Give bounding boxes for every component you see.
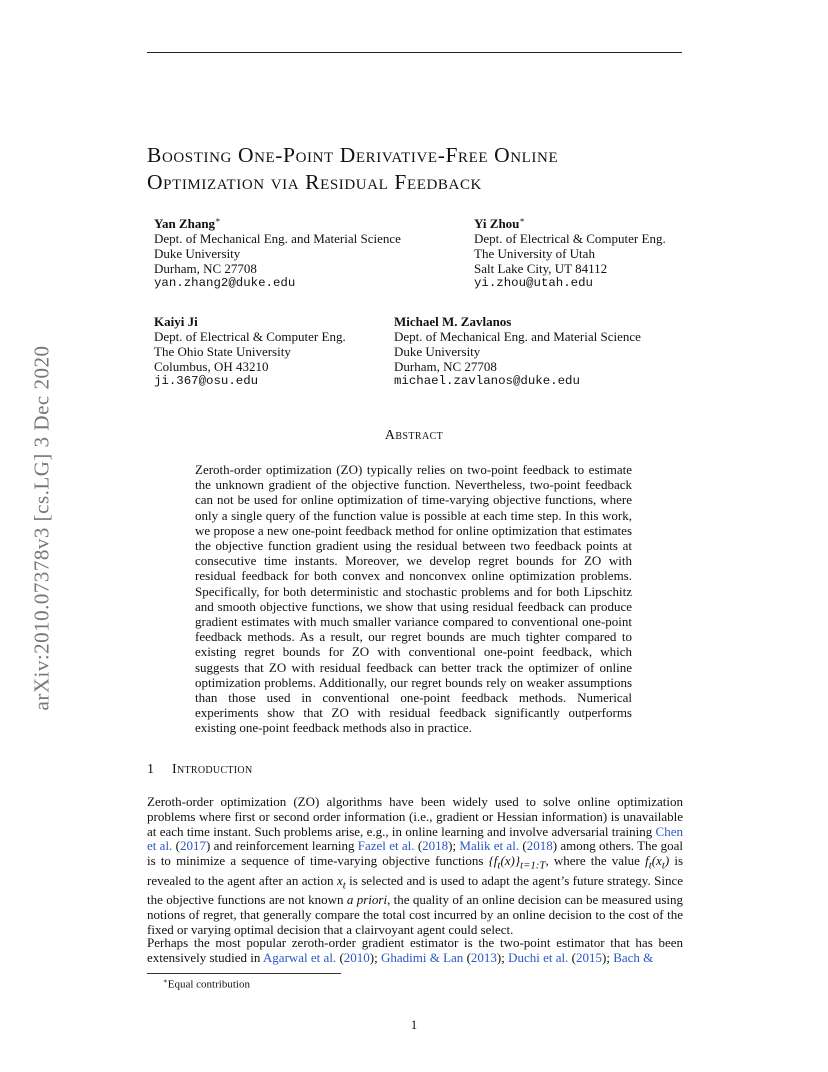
citation-link[interactable]: 2018 bbox=[422, 838, 449, 854]
author-affiliation: Dept. of Electrical & Computer Eng. bbox=[154, 329, 346, 344]
citation-link[interactable]: Agarwal et al. bbox=[262, 949, 337, 965]
intro-paragraph-1: Zeroth-order optimization (ZO) algorithms have been widely used to solve online optimization problems where first or second order information (i.e., gradient or Hessian information) is unavailable at each time instant. Such problems arise, e.g., in online learning and involve adversarial training Chen et al. (2017) and reinforcement learning Fazel et al. (2018); Malik et al. (2018) among others. The goal is to minimize a sequence of time-varying objective functions $\{f_t(x)\}_{t=1:T}$, where the value $f_t(x_t)$ is revealed to the agent after an action $x_t$ is selected and is used to adapt the agent’s future strategy. Since the objective functions are not known a priori, the quality of an online decision can be measured using notions of regret, that generally compare the total cost incurred by an online decision to the cost of the fixed or varying optimal decision that a clairvoyant agent could select. bbox=[147, 794, 684, 937]
author-affiliation: Dept. of Mechanical Eng. and Material Science bbox=[394, 329, 641, 344]
abstract-heading: Abstract bbox=[384, 428, 444, 443]
citation-link[interactable]: 2015 bbox=[576, 949, 602, 965]
math-xt: $x_t$ bbox=[336, 872, 346, 892]
author-institution: Duke University bbox=[154, 246, 241, 261]
footnote-rule bbox=[147, 973, 341, 974]
author-email[interactable]: michael.zavlanos@duke.edu bbox=[394, 374, 580, 388]
section-heading bbox=[147, 762, 252, 778]
citation-link[interactable]: 2018 bbox=[526, 838, 553, 854]
author-block-ji bbox=[154, 314, 346, 389]
title-line-2: Optimization via Residual Feedback bbox=[147, 170, 482, 194]
author-affiliation: Dept. of Mechanical Eng. and Material Science bbox=[154, 231, 401, 246]
section-number: 1 bbox=[147, 762, 155, 777]
citation-link[interactable]: 2013 bbox=[470, 949, 497, 965]
section-title: Introduction bbox=[172, 762, 253, 777]
author-name: Yan Zhang bbox=[154, 216, 216, 231]
emphasis-a-priori: a priori bbox=[346, 891, 388, 907]
footnote-text: Equal contribution bbox=[167, 978, 250, 991]
citation-link[interactable]: Duchi et al. bbox=[508, 949, 569, 965]
author-name: Kaiyi Ji bbox=[154, 314, 198, 329]
footnote-mark: ∗ bbox=[163, 977, 168, 985]
citation-link[interactable]: Bach & bbox=[613, 949, 654, 965]
author-block-zhou bbox=[474, 216, 666, 291]
author-email[interactable]: yan.zhang2@duke.edu bbox=[154, 276, 296, 290]
footnote bbox=[163, 977, 250, 991]
author-affiliation: Dept. of Electrical & Computer Eng. bbox=[474, 231, 666, 246]
author-name: Yi Zhou bbox=[474, 216, 520, 231]
citation-link[interactable]: 2010 bbox=[343, 949, 370, 965]
author-institution: Duke University bbox=[394, 344, 481, 359]
page-number: 1 bbox=[410, 1017, 418, 1032]
math-ft-xt: $f_t(x_t)$ bbox=[645, 853, 670, 872]
author-email[interactable]: yi.zhou@utah.edu bbox=[474, 276, 593, 290]
author-address: Salt Lake City, UT 84112 bbox=[474, 261, 608, 276]
citation-link[interactable]: Malik et al. bbox=[459, 838, 520, 854]
author-name: Michael M. Zavlanos bbox=[394, 314, 512, 329]
author-institution: The University of Utah bbox=[474, 246, 595, 261]
author-block-zavlanos bbox=[394, 314, 641, 389]
abstract-body: Zeroth-order optimization (ZO) typically relies on two-point feedback to estimate the unknown gradient of the objective function. Nevertheless, two-point feedback can not be used for online optimization of time-varying objective functions, where only a single query of the function value is possible at each time step. In this work, we propose a new one-point feedback method for online optimization that estimates the objective function gradient using the residual between two feedback points at consecutive time instants. Moreover, we develop regret bounds for ZO with residual feedback for both convex and nonconvex online optimization problems. Specifically, for both deterministic and stochastic problems and for both Lipschitz and smooth objective functions, we show that using residual feedback can produce gradient estimates with much smaller variance compared to conventional one-point feedback methods. As a result, our regret bounds are much tighter compared to existing regret bounds for ZO with conventional one-point feedback, which suggests that ZO with residual feedback can better track the optimizer of online optimization problems. Additionally, our regret bounds rely on weaker assumptions than those used in conventional one-point feedback methods. Numerical experiments show that ZO with residual feedback significantly outperforms existing one-point feedback methods also in practice. bbox=[195, 462, 632, 736]
title-line-1: Boosting One-Point Derivative-Free Online bbox=[147, 143, 559, 167]
citation-link[interactable]: Fazel et al. bbox=[357, 838, 415, 854]
author-address: Columbus, OH 43210 bbox=[154, 359, 269, 374]
arxiv-identifier: arXiv:2010.07378v3 [cs.LG] 3 Dec 2020 bbox=[29, 345, 54, 711]
math-sequence: $\{f_t(x)\}_{t=1:T}$ bbox=[488, 853, 546, 872]
author-institution: The Ohio State University bbox=[154, 344, 291, 359]
author-block-zhang bbox=[154, 216, 401, 291]
author-address: Durham, NC 27708 bbox=[394, 359, 497, 374]
citation-link[interactable]: Ghadimi & Lan bbox=[380, 949, 464, 965]
intro-paragraph-2: Perhaps the most popular zeroth-order gradient estimator is the two-point estimator that has been extensively studied in Agarwal et al. (2010); Ghadimi & Lan (2013); Duchi et al. (2015); Bach & bbox=[147, 935, 683, 965]
author-mark: ∗ bbox=[215, 215, 221, 225]
citation-link[interactable]: Chen et al. bbox=[147, 823, 683, 854]
author-mark: ∗ bbox=[519, 215, 525, 225]
header-rule bbox=[147, 52, 682, 53]
author-email[interactable]: ji.367@osu.edu bbox=[154, 374, 259, 388]
citation-link[interactable]: 2017 bbox=[179, 838, 206, 854]
author-address: Durham, NC 27708 bbox=[154, 261, 257, 276]
paper-title bbox=[147, 142, 707, 196]
